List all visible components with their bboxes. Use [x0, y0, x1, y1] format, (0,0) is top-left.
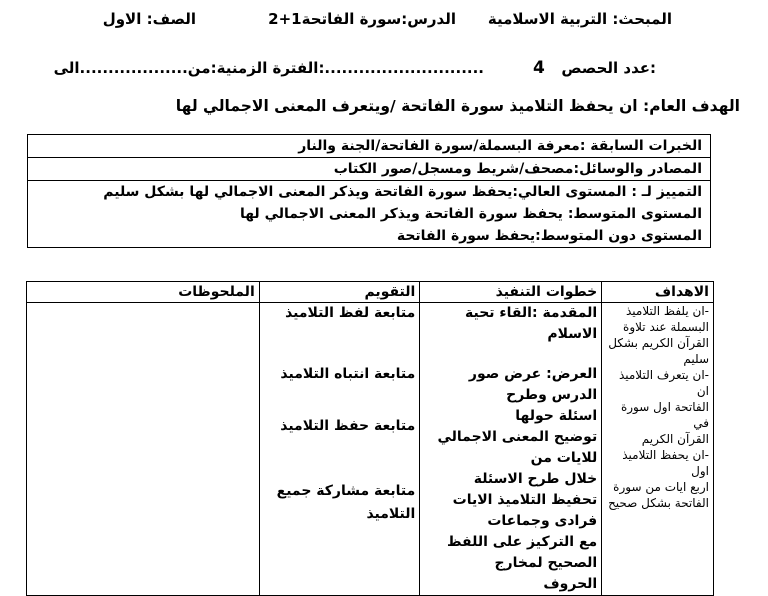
evaluation-cell: [259, 303, 420, 596]
info-box: [27, 134, 711, 248]
lesson-label: الدرس:سورة الفاتحة1+2: [268, 10, 456, 28]
step-line: تحفيظ التلاميذ الايات فرادى وجماعات: [452, 492, 598, 529]
evaluation-line: متابعة حفظ التلاميذ: [280, 418, 416, 434]
evaluation-line: متابعة انتباه التلاميذ: [280, 366, 416, 382]
objective-line: -ان يلفظ التلاميذ: [626, 304, 709, 318]
timeframe-label: الفترة الزمنية:من...................الى:............................: [53, 59, 484, 77]
step-line: العرض: عرض صور الدرس وطرح: [468, 366, 598, 403]
objective-line: القرآن الكريم بشكل: [608, 336, 709, 350]
periods-value: 4: [533, 58, 545, 78]
subject-label: المبحث: التربية الاسلامية: [487, 10, 672, 28]
notes-cell: [27, 303, 260, 596]
evaluation-line: متابعة لفظ التلاميذ: [285, 305, 416, 321]
step-line: الحروف: [543, 576, 598, 592]
lesson-plan-table: [26, 281, 714, 596]
general-goal: الهدف العام: ان يحفظ التلاميذ سورة الفاتحة /ويتعرف المعنى الاجمالي لها: [175, 97, 740, 115]
differentiation-low: المستوى دون المتوسط:يحفظ سورة الفاتحة: [396, 228, 702, 244]
resources: المصادر والوسائل:مصحف/شريط ومسجل/صور الكتاب: [28, 158, 710, 181]
header-notes: الملحوظات: [27, 282, 260, 303]
header-steps: خطوات التنفيذ: [420, 282, 602, 303]
periods-label: عدد الحصص:: [561, 59, 656, 77]
objectives-cell: [602, 303, 714, 596]
header-objectives: الاهداف: [602, 282, 714, 303]
steps-cell: [420, 303, 602, 596]
objective-line: البسملة عند تلاوة: [623, 320, 709, 334]
objective-line: الفاتحة بشكل صحيح: [608, 496, 709, 510]
objective-line: الفاتحة اول سورة في: [620, 400, 709, 430]
differentiation-high: التمييز لـ : المستوى العالي:يحفظ سورة الفاتحة ويذكر المعنى الاجمالي لها بشكل سليم: [103, 184, 702, 200]
step-line: المقدمة :القاء تحية الاسلام: [465, 305, 598, 342]
step-line: مع التركيز على اللفظ الصحيح لمخارج: [447, 534, 598, 571]
header-evaluation: التقويم: [259, 282, 420, 303]
evaluation-line: التلاميذ: [366, 506, 416, 522]
step-line: خلال طرح الاسئلة: [473, 471, 598, 487]
objective-line: -ان يحفظ التلاميذ اول: [622, 448, 709, 478]
objective-line: اربع ايات من سورة: [613, 480, 709, 494]
objective-line: القرآن الكريم: [641, 432, 709, 446]
step-line: توضيح المعنى الاجمالي للايات من: [437, 429, 598, 466]
step-line: اسئلة حولها: [515, 408, 598, 424]
objective-line: -ان يتعرف التلاميذ ان: [618, 368, 709, 398]
prior-experience: الخبرات السابقة :معرفة البسملة/سورة الفاتحة/الجنة والنار: [28, 135, 710, 158]
objective-line: سليم: [683, 352, 709, 366]
differentiation-medium: المستوى المتوسط: يحفظ سورة الفاتحة ويذكر المعنى الاجمالي لها: [239, 206, 702, 222]
evaluation-line: متابعة مشاركة جميع: [276, 483, 416, 499]
grade-label: الصف: الاول: [102, 10, 196, 28]
